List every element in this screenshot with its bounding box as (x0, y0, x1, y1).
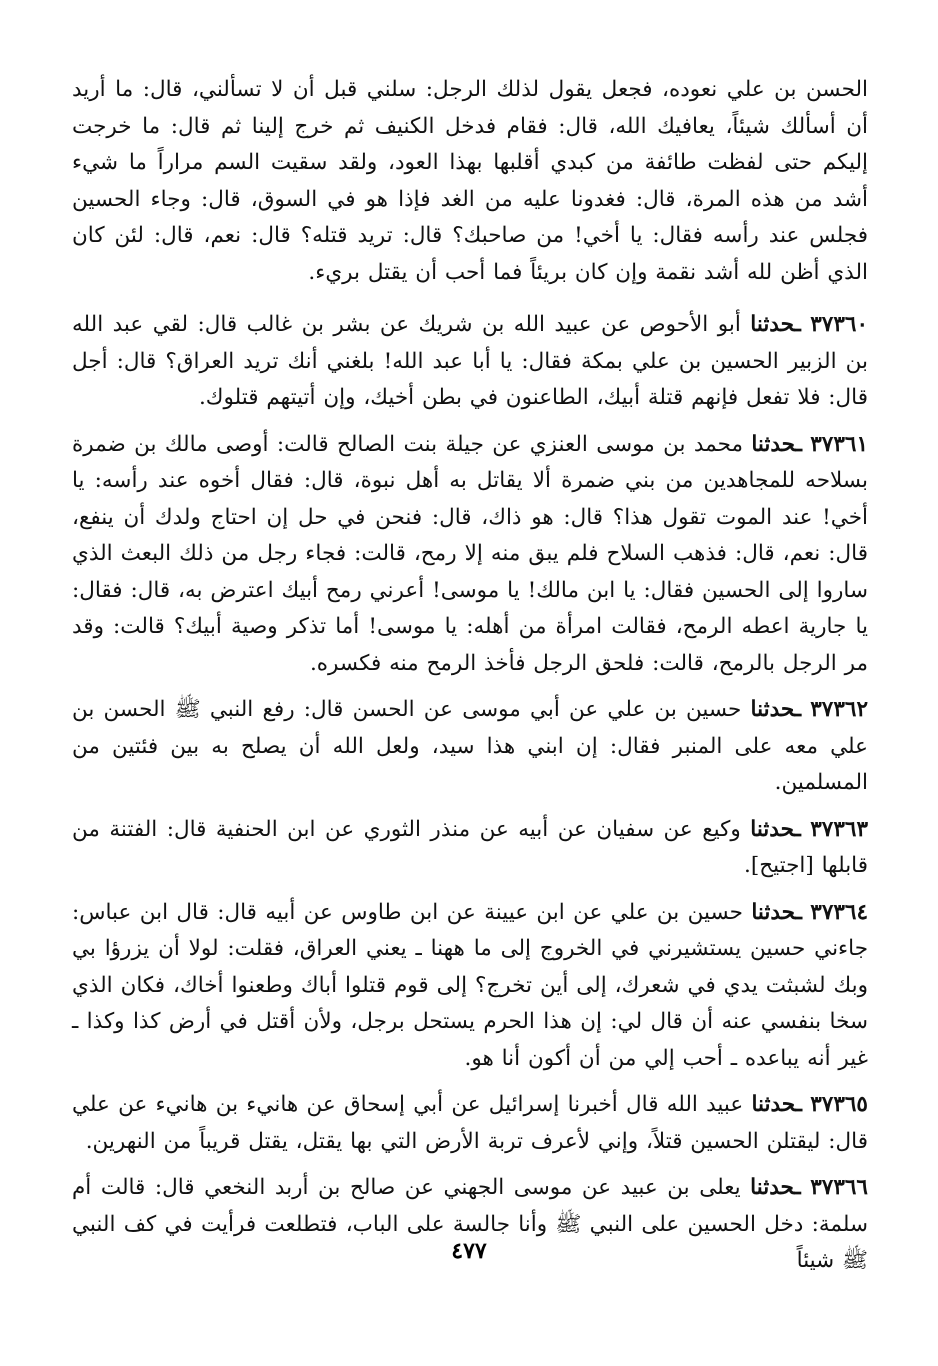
hadith-entry (72, 895, 868, 1078)
hadith-entry (72, 812, 868, 885)
hadith-number: ٣٧٣٦٥ (810, 1092, 868, 1117)
hadith-text: حسين بن علي عن أبي موسى عن الحسن قال: رفع النبي ﷺ الحسن بن علي معه على المنبر فقال: إن ابني هذا سيد، ولعل الله أن يصلح به بين فئتين من المسلمين. (72, 697, 868, 795)
hadith-head-word: حدثنا (750, 312, 795, 337)
hadith-dash: ـ (795, 899, 802, 925)
hadith-dash: ـ (794, 697, 802, 722)
hadith-text: وكيع عن سفيان عن أبيه عن منذر الثوري عن ابن الحنفية قال: الفتنة من قابلها [اجتيح]. (72, 816, 868, 878)
hadith-text: يعلى بن عبيد عن موسى الجهني عن صالح بن أربد النخعي قال: قالت أم سلمة: دخل الحسين على النبي ﷺ وأنا جالسة على الباب، فتطلعت فرأيت في كف النبي ﷺ شيئاً (72, 1175, 868, 1273)
page-number: ٤٧٧ (451, 1238, 487, 1263)
hadith-text: أبو الأحوص عن عبيد الله بن شريك عن بشر بن غالب قال: لقي عبد الله بن الزبير الحسين بن علي بمكة فقال: يا أبا عبد الله! بلغني أنك تريد العراق؟ قال: أجل قال: فلا تفعل فإنهم قتلة أبيك، الطاعنون في بطن أخيك، وإن أتيتهم قتلوك. (72, 312, 868, 410)
hadith-head-word: حدثنا (750, 1175, 795, 1200)
hadith-entry (72, 692, 868, 802)
hadith-number: ٣٧٣٦٣ (810, 816, 868, 842)
hadith-entry (72, 307, 868, 417)
hadith-dash: ـ (794, 1175, 801, 1200)
hadith-head-word: حدثنا (751, 431, 796, 457)
hadith-head-word: حدثنا (750, 697, 795, 722)
hadith-number: ٣٧٣٦٢ (810, 697, 868, 722)
hadith-number: ٣٧٣٦٦ (810, 1175, 868, 1200)
hadith-text: حسين بن علي عن ابن عيينة عن ابن طاوس عن أبيه قال: قال ابن عباس: جاءني حسين يستشيرني في الخروج إلى ما ههنا ـ يعني العراق، فقلت: لولا أن يزرؤا بي وبك لشبثت يدي في شعرك، إلى أين تخرج؟ إلى قوم قتلوا أباك وطعنوا أخاك، فكان الذي سخا بنفسي عنه أن قال لي: إن هذا الحرم يستحل برجل، ولأن أقتل في أرض كذا وكذا ـ غير أنه يباعده ـ أحب إلي من أن أكون أنا هو. (72, 899, 868, 1071)
hadith-number: ٣٧٣٦١ (810, 431, 868, 457)
hadith-dash: ـ (794, 816, 801, 842)
hadith-number: ٣٧٣٦٤ (810, 899, 869, 925)
opening-paragraph: الحسن بن علي نعوده، فجعل يقول لذلك الرجل: سلني قبل أن لا تسألني، قال: ما أريد أن أسألك شيئاً، يعافيك الله، قال: فقام فدخل الكنيف ثم خرج إلينا ثم قال: ما خرجت إليكم حتى لفظت طائفة من كبدي أقلبها بهذا العود، ولقد سقيت السم مراراً ما شيء أشد من هذه المرة، قال: فغدونا عليه من الغد فإذا هو في السوق، قال: وجاء الحسين فجلس عند رأسه فقال: يا أخي! من صاحبك؟ قال: تريد قتله؟ قال: نعم، قال: لئن كان الذي أظن لله أشد نقمة وإن كان بريئاً فما أحب أن يقتل بريء. (72, 77, 868, 285)
hadith-entry (72, 1087, 868, 1160)
hadith-text: عبيد الله قال أخبرنا إسرائيل عن أبي إسحاق عن هانيء بن هانيء عن علي قال: ليقتلن الحسين قتلاً، وإني لأعرف تربة الأرض التي بها يقتل، يقتل قريباً من النهرين. (72, 1092, 868, 1154)
hadith-head-word: حدثنا (751, 1092, 796, 1117)
hadith-dash: ـ (794, 312, 801, 337)
hadith-head-word: حدثنا (750, 816, 795, 842)
hadith-head-word: حدثنا (751, 899, 796, 925)
hadith-text: محمد بن موسى العنزي عن جيلة بنت الصالح قالت: أوصى مالك بن ضمرة بسلاحه للمجاهدين من بني ضمرة ألا يقاتل به أهل نبوة، قال: فقال أخوه عند رأسه: يا أخي! عند الموت تقول هذا؟ قال: هو ذاك، قال: فنحن في حل إن احتاج ولدك أن ينفع، قال: نعم، قال: فذهب السلاح فلم يبق منه إلا رمح، قالت: فجاء رجل من ذلك البعث الذي ساروا إلى الحسين فقال: يا ابن مالك! يا موسى! أعرني رمح أبيك اعترض به، قال: فقال: يا جارية اعطه الرمح، فقالت امرأة من أهله: يا موسى! أما تذكر وصية أبيك؟ قالت: وقد مر الرجل بالرمح، قالت: فلحق الرجل فأخذ الرمح منه فكسره. (72, 431, 868, 676)
hadith-dash: ـ (795, 1092, 802, 1117)
hadith-entry (72, 427, 868, 683)
hadith-number: ٣٧٣٦٠ (810, 312, 868, 337)
hadith-dash: ـ (795, 431, 802, 457)
